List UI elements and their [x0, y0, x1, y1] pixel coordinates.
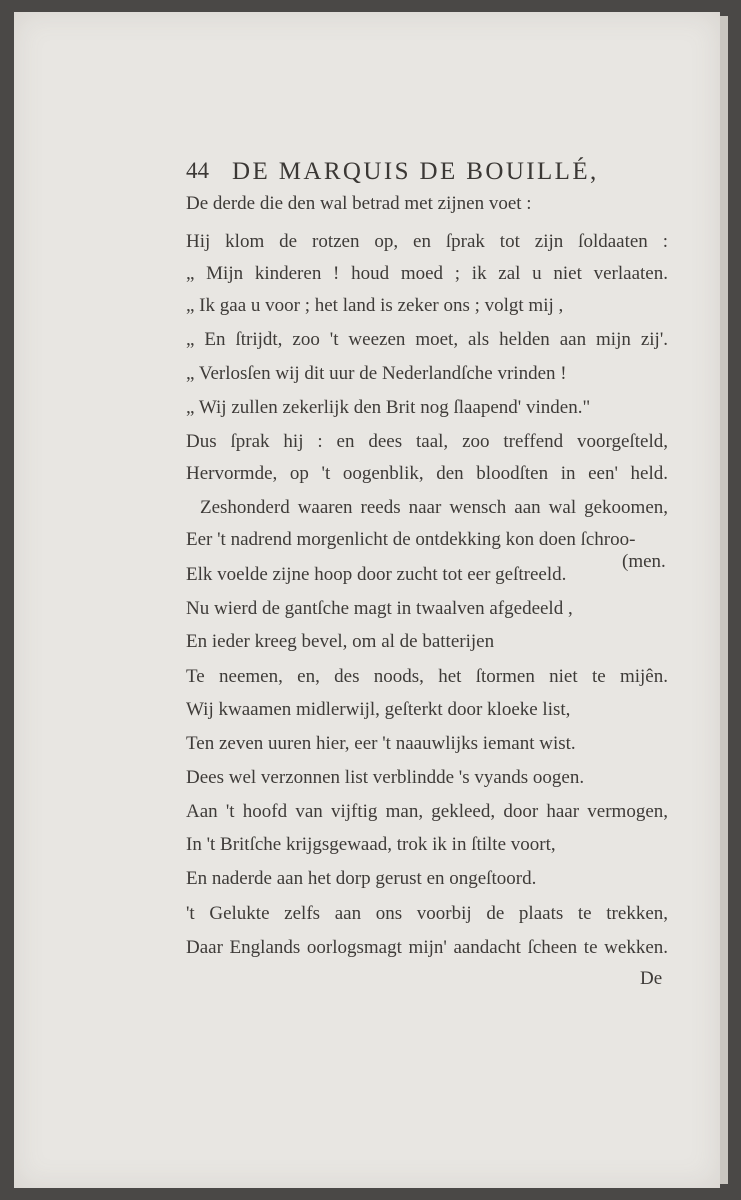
- verse-line: 't Gelukte zelfs aan ons voorbij de plaats te trekken,: [186, 903, 668, 924]
- verse-line: En naderde aan het dorp gerust en ongeſtoord.: [186, 868, 537, 889]
- verse-line: „ Verlosſen wij dit uur de Nederlandſche vrinden !: [186, 363, 567, 384]
- verse-line: Zeshonderd waaren reeds naar wensch aan wal gekoomen,: [200, 497, 668, 518]
- verse-line: In 't Britſche krijgsgewaad, trok ik in ſtilte voort,: [186, 834, 556, 855]
- verse-line: Hij klom de rotzen op, en ſprak tot zijn ſoldaaten :: [186, 231, 668, 252]
- verse-line: Dus ſprak hij : en dees taal, zoo treffend voorgeſteld,: [186, 431, 668, 452]
- verse-line: De derde die den wal betrad met zijnen voet :: [186, 193, 532, 214]
- verse-line: Ten zeven uuren hier, eer 't naauwlijks iemant wist.: [186, 733, 576, 754]
- verse-line: En ieder kreeg bevel, om al de batterijen: [186, 631, 495, 652]
- verse-line: „ Wij zullen zekerlijk den Brit nog ſlaapend' vinden.": [186, 397, 591, 418]
- verse-line: Te neemen, en, des noods, het ſtormen niet te mijên.: [186, 666, 668, 687]
- verse-line: Elk voelde zijne hoop door zucht tot eer geſtreeld.: [186, 564, 567, 585]
- verse-line: „ Ik gaa u voor ; het land is zeker ons ; volgt mij ,: [186, 295, 564, 316]
- page-number: 44: [186, 158, 209, 183]
- verse-line: Dees wel verzonnen list verblindde 's vyands oogen.: [186, 767, 585, 788]
- catchword: De: [640, 968, 663, 989]
- verse-line: Eer 't nadrend morgenlicht de ontdekking kon doen ſchroo-: [186, 529, 636, 550]
- verse-line: Hervormde, op 't oogenblik, den bloodſten in een' held.: [186, 463, 668, 484]
- verse-line: Nu wierd de gantſche magt in twaalven afgedeeld ,: [186, 598, 573, 619]
- verse-line: Wij kwaamen midlerwijl, geſterkt door kloeke list,: [186, 699, 571, 720]
- verse-line: Aan 't hoofd van vijftig man, gekleed, door haar vermogen,: [186, 801, 668, 822]
- running-title: DE MARQUIS DE BOUILLÉ,: [232, 158, 599, 185]
- verse-line: Daar Englands oorlogsmagt mijn' aandacht ſcheen te wekken.: [186, 937, 668, 958]
- verse-line: „ Mijn kinderen ! houd moed ; ik zal u niet verlaaten.: [186, 263, 668, 284]
- verse-line: „ En ſtrijdt, zoo 't weezen moet, als helden aan mijn zij'.: [186, 329, 668, 350]
- turnover-word: (men.: [622, 551, 666, 572]
